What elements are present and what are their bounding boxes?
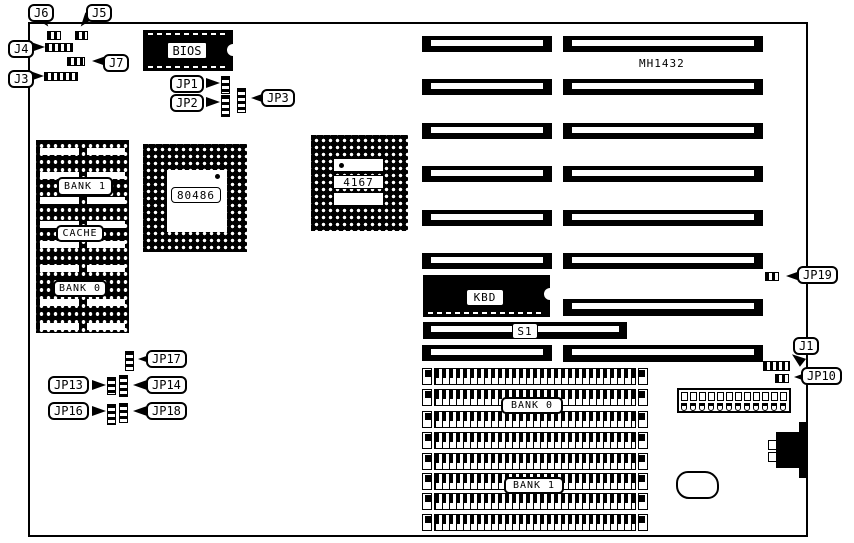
memory-slot-row <box>40 299 125 306</box>
callout-j3 <box>8 70 34 88</box>
callout-j3-label: J3 <box>14 72 29 86</box>
isa-slot <box>563 345 763 362</box>
board-outline <box>28 22 808 537</box>
jumper-j3 <box>44 72 78 81</box>
callout-j4 <box>8 40 34 58</box>
callout-jp10 <box>801 367 842 385</box>
callout-j7-label: J7 <box>109 56 124 70</box>
jumper-jp18 <box>119 403 128 423</box>
model-text <box>639 57 685 70</box>
jumper-jp10 <box>775 374 789 383</box>
callout-jp19-label: JP19 <box>803 268 832 282</box>
isa-slot <box>422 123 552 139</box>
callout-jp13 <box>48 376 89 394</box>
isa-slot <box>422 79 552 95</box>
callout-j4-label: J4 <box>14 42 29 56</box>
bios-label-text: BIOS <box>172 43 202 58</box>
callout-jp17-label: JP17 <box>152 352 181 366</box>
fpu-label-text: 4167 <box>343 175 374 189</box>
callout-jp1-label: JP1 <box>176 77 198 91</box>
simm-socket <box>422 432 648 449</box>
callout-jp14-arrow <box>128 380 147 390</box>
callout-jp10-label: JP10 <box>807 369 836 383</box>
fpu-label <box>333 175 384 189</box>
callout-j1-label: J1 <box>799 339 814 353</box>
simm-socket <box>422 368 648 385</box>
jumper-jp14 <box>119 375 128 397</box>
callout-j1 <box>793 337 819 355</box>
cache-label <box>56 225 104 242</box>
callout-j5-label: J5 <box>92 6 107 20</box>
callout-jp13-label: JP13 <box>54 378 83 392</box>
bios-dash-top <box>148 33 228 35</box>
s1-label-text: S1 <box>517 324 533 338</box>
fpu-bar-bottom <box>333 192 384 206</box>
bios-dash-bottom <box>148 66 228 68</box>
callout-j5 <box>86 4 112 22</box>
jumper-jp3 <box>237 88 246 113</box>
isa-slot <box>563 166 763 182</box>
bank1-label <box>57 177 113 196</box>
memory-slot-row <box>40 241 125 248</box>
jumper-jp19 <box>765 272 779 281</box>
cpu-label-text: 80486 <box>176 188 216 202</box>
callout-jp14 <box>146 376 187 394</box>
bank1-label-text: BANK 1 <box>63 181 107 192</box>
isa-slot <box>422 36 552 52</box>
memory-slot-row <box>40 148 125 155</box>
isa-slot <box>563 299 763 316</box>
callout-jp18-arrow <box>128 406 147 416</box>
fpu-socket <box>311 135 408 231</box>
kbd-label <box>466 289 504 306</box>
fpu-bar-top <box>333 158 384 172</box>
simm-bank0-label-text: BANK 0 <box>510 400 554 411</box>
power-connector-pins-bottom <box>681 403 787 411</box>
callout-jp2-arrow <box>206 97 225 107</box>
kbd-notch <box>544 288 551 300</box>
isa-slot <box>422 345 552 361</box>
keyboard-din-connector-bracket <box>799 422 808 478</box>
callout-jp3-label: JP3 <box>267 91 289 105</box>
isa-slot <box>422 253 552 269</box>
callout-jp2-label: JP2 <box>176 96 198 110</box>
jumper-j1 <box>763 361 790 371</box>
isa-slot <box>563 79 763 95</box>
memory-slot-row <box>40 197 125 204</box>
simm-socket <box>422 493 648 510</box>
kbd-label-text: KBD <box>473 291 497 304</box>
callout-jp2 <box>170 94 204 112</box>
power-connector <box>677 388 791 413</box>
callout-jp16-label: JP16 <box>54 404 83 418</box>
simm-bank1-label-text: BANK 1 <box>512 480 556 491</box>
keyboard-din-tab <box>768 440 777 450</box>
isa-slot <box>563 123 763 139</box>
callout-jp18-label: JP18 <box>152 404 181 418</box>
bank0-label-text: BANK 0 <box>58 283 102 294</box>
bios-notch <box>227 44 234 56</box>
bank0-label <box>53 280 107 297</box>
power-connector-pins-top <box>681 392 787 401</box>
cpu-pin1-dot <box>215 174 220 179</box>
keyboard-din-tab <box>768 452 777 462</box>
bios-label <box>167 42 207 59</box>
simm-bank0-label <box>501 397 563 414</box>
jumper-j7 <box>67 57 85 66</box>
isa-slot <box>563 253 763 269</box>
callout-jp1 <box>170 75 204 93</box>
memory-slot-row <box>40 265 125 272</box>
memory-slot-row <box>40 323 125 330</box>
model-text-value: MH1432 <box>639 57 685 70</box>
callout-j6 <box>28 4 54 22</box>
callout-jp13-arrow <box>92 380 111 390</box>
callout-jp17 <box>146 350 187 368</box>
simm-socket <box>422 453 648 470</box>
s1-label <box>512 323 538 339</box>
isa-slot <box>422 210 552 226</box>
callout-jp14-label: JP14 <box>152 378 181 392</box>
keyboard-din-connector <box>776 432 801 468</box>
kbd-dash-bottom <box>428 312 545 314</box>
simm-socket <box>422 514 648 531</box>
fpu-pin1-dot <box>339 163 344 168</box>
cpu-label <box>171 187 221 203</box>
callout-jp3 <box>261 89 295 107</box>
battery-outline <box>676 471 719 499</box>
callout-jp19 <box>797 266 838 284</box>
isa-slot <box>563 36 763 52</box>
isa-slot <box>563 210 763 226</box>
callout-j6-label: J6 <box>34 6 49 20</box>
callout-jp16 <box>48 402 89 420</box>
callout-jp1-arrow <box>206 78 225 88</box>
simm-bank1-label <box>504 477 564 494</box>
jumper-j6 <box>47 31 61 40</box>
isa-slot <box>422 166 552 182</box>
callout-j7 <box>103 54 129 72</box>
callout-jp16-arrow <box>92 406 111 416</box>
callout-jp18 <box>146 402 187 420</box>
cache-label-text: CACHE <box>62 228 98 239</box>
